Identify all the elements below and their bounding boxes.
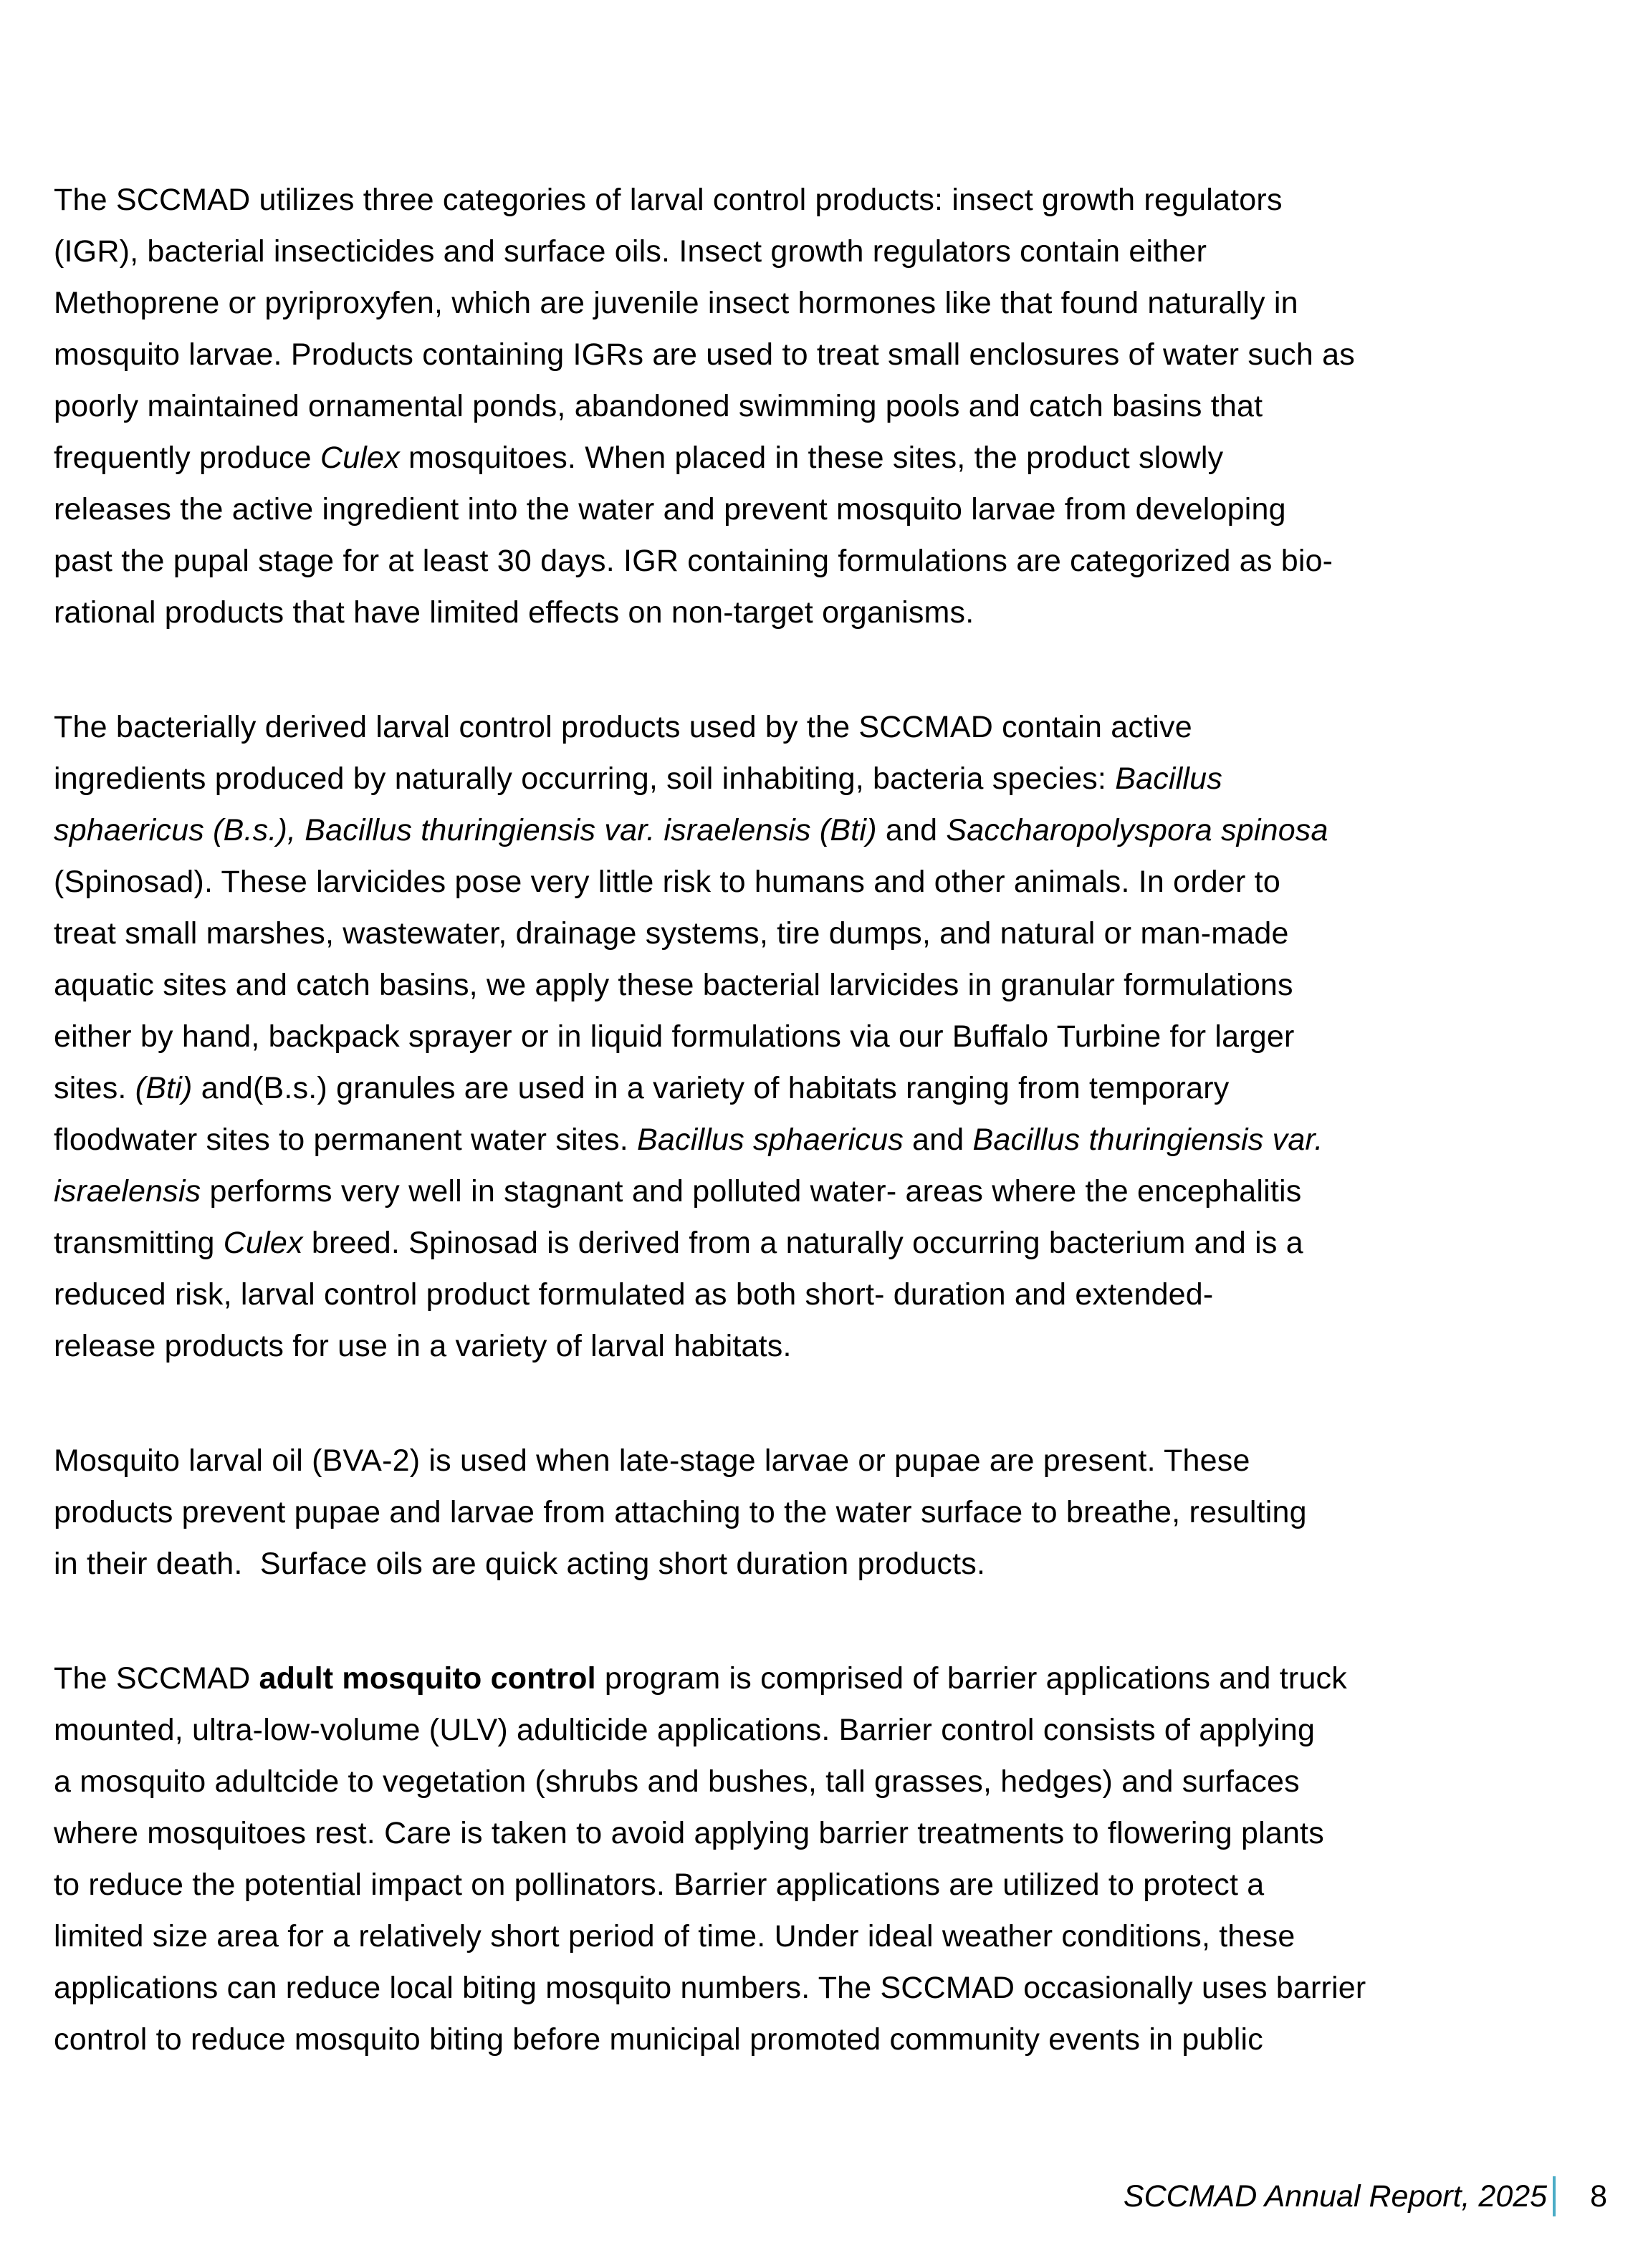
bold-text-run: adult mosquito control [259,1661,596,1696]
text-line [54,701,1595,753]
text-run: The SCCMAD utilizes three categories of larval control products: insect growth regulators [54,183,1283,217]
text-run: where mosquitoes rest. Care is taken to avoid applying barrier treatments to flowering plants [54,1816,1324,1850]
text-run: to reduce the potential impact on pollinators. Barrier applications are utilized to protect a [54,1868,1265,1902]
italic-text-run: Culex [320,441,400,475]
text-run: either by hand, backpack sprayer or in liquid formulations via our Buffalo Turbine for larger [54,1019,1295,1054]
text-run: (Spinosad). These larvicides pose very little risk to humans and other animals. In order to [54,865,1280,899]
text-run: release products for use in a variety of larval habitats. [54,1329,792,1363]
text-run: products prevent pupae and larvae from attaching to the water surface to breathe, resulting [54,1495,1307,1529]
text-line [54,856,1595,908]
text-run: poorly maintained ornamental ponds, abandoned swimming pools and catch basins that [54,389,1263,423]
text-line [54,432,1595,484]
italic-text-run: Bacillus [1115,761,1222,796]
text-line [54,1756,1595,1807]
text-line [54,226,1595,277]
text-line [54,1911,1595,1962]
italic-text-run: Culex [223,1226,303,1260]
text-run: in their death. Surface oils are quick acting short duration products. [54,1547,986,1581]
italic-text-run: Bacillus thuringiensis var. [972,1123,1323,1157]
text-line [54,1435,1595,1486]
text-line [54,1114,1595,1166]
text-run: treat small marshes, wastewater, drainage systems, tire dumps, and natural or man-made [54,916,1289,951]
text-line [54,174,1595,226]
text-run: limited size area for a relatively short period of time. Under ideal weather conditions, these [54,1919,1295,1954]
paragraph [54,1653,1595,2065]
text-line [54,1653,1595,1704]
italic-text-run: (Bti) [135,1071,193,1105]
page-number: 8 [1590,2179,1607,2214]
text-run: applications can reduce local biting mosquito numbers. The SCCMAD occasionally uses barrier [54,1971,1366,2005]
text-line [54,908,1595,959]
text-run: releases the active ingredient into the water and prevent mosquito larvae from developing [54,492,1286,527]
text-run: past the pupal stage for at least 30 days. IGR containing formulations are categorized as bio- [54,544,1333,578]
text-run: rational products that have limited effects on non-target organisms. [54,595,974,630]
text-run: mosquito larvae. Products containing IGRs are used to treat small enclosures of water such as [54,337,1355,372]
text-run: transmitting [54,1226,224,1260]
text-line [54,587,1595,638]
text-run: reduced risk, larval control product formulated as both short- duration and extended- [54,1277,1214,1312]
italic-text-run: israelensis [54,1174,201,1209]
italic-text-run: Saccharopolyspora spinosa [946,813,1328,847]
page-footer [1124,2171,1607,2222]
italic-text-run: sphaericus (B.s.), Bacillus thuringiensis var. israelensis (Bti) [54,813,877,847]
text-line [54,1269,1595,1320]
italic-text-run: Bacillus sphaericus [637,1123,904,1157]
text-run: mounted, ultra-low-volume (ULV) adulticide applications. Barrier control consists of applying [54,1713,1316,1747]
text-line [54,1011,1595,1062]
text-run: program is comprised of barrier applications and truck [595,1661,1347,1696]
text-run: and [903,1123,973,1157]
report-title: SCCMAD Annual Report, 2025 [1123,2179,1548,2214]
text-line [54,1486,1595,1538]
text-run: aquatic sites and catch basins, we apply these bacterial larvicides in granular formulations [54,968,1293,1002]
text-run: control to reduce mosquito biting before municipal promoted community events in public [54,2022,1263,2057]
text-line [54,1166,1595,1217]
text-line [54,329,1595,380]
text-run: mosquitoes. When placed in these sites, the product slowly [399,441,1224,475]
text-line [54,1217,1595,1269]
text-line [54,1062,1595,1114]
text-line [54,1859,1595,1911]
text-run: breed. Spinosad is derived from a naturally occurring bacterium and is a [302,1226,1303,1260]
text-line [54,1538,1595,1590]
paragraph [54,1435,1595,1590]
text-line [54,277,1595,329]
footer-separator-bar [1553,2176,1556,2216]
paragraph [54,701,1595,1372]
text-line [54,2014,1595,2065]
paragraph [54,174,1595,638]
text-run: frequently produce [54,441,320,475]
text-line [54,1807,1595,1859]
text-run: performs very well in stagnant and polluted water- areas where the encephalitis [201,1174,1302,1209]
text-run: sites. [54,1071,135,1105]
text-line [54,804,1595,856]
text-line [54,535,1595,587]
text-line [54,959,1595,1011]
text-run: ingredients produced by naturally occurring, soil inhabiting, bacteria species: [54,761,1116,796]
text-line [54,1320,1595,1372]
text-run: The bacterially derived larval control products used by the SCCMAD contain active [54,710,1192,744]
text-line [54,380,1595,432]
text-run: The SCCMAD [54,1661,259,1696]
text-run: a mosquito adultcide to vegetation (shrubs and bushes, tall grasses, hedges) and surfaces [54,1764,1300,1799]
text-run: and [876,813,947,847]
text-line [54,753,1595,804]
document-body [54,174,1595,2128]
text-line [54,1704,1595,1756]
text-run: floodwater sites to permanent water sites. [54,1123,638,1157]
text-line [54,484,1595,535]
text-run: Methoprene or pyriproxyfen, which are juvenile insect hormones like that found naturally in [54,286,1298,320]
text-run: and(B.s.) granules are used in a variety of habitats ranging from temporary [192,1071,1230,1105]
text-run: Mosquito larval oil (BVA-2) is used when late-stage larvae or pupae are present. These [54,1443,1250,1478]
text-run: (IGR), bacterial insecticides and surface oils. Insect growth regulators contain either [54,234,1207,269]
text-line [54,1962,1595,2014]
